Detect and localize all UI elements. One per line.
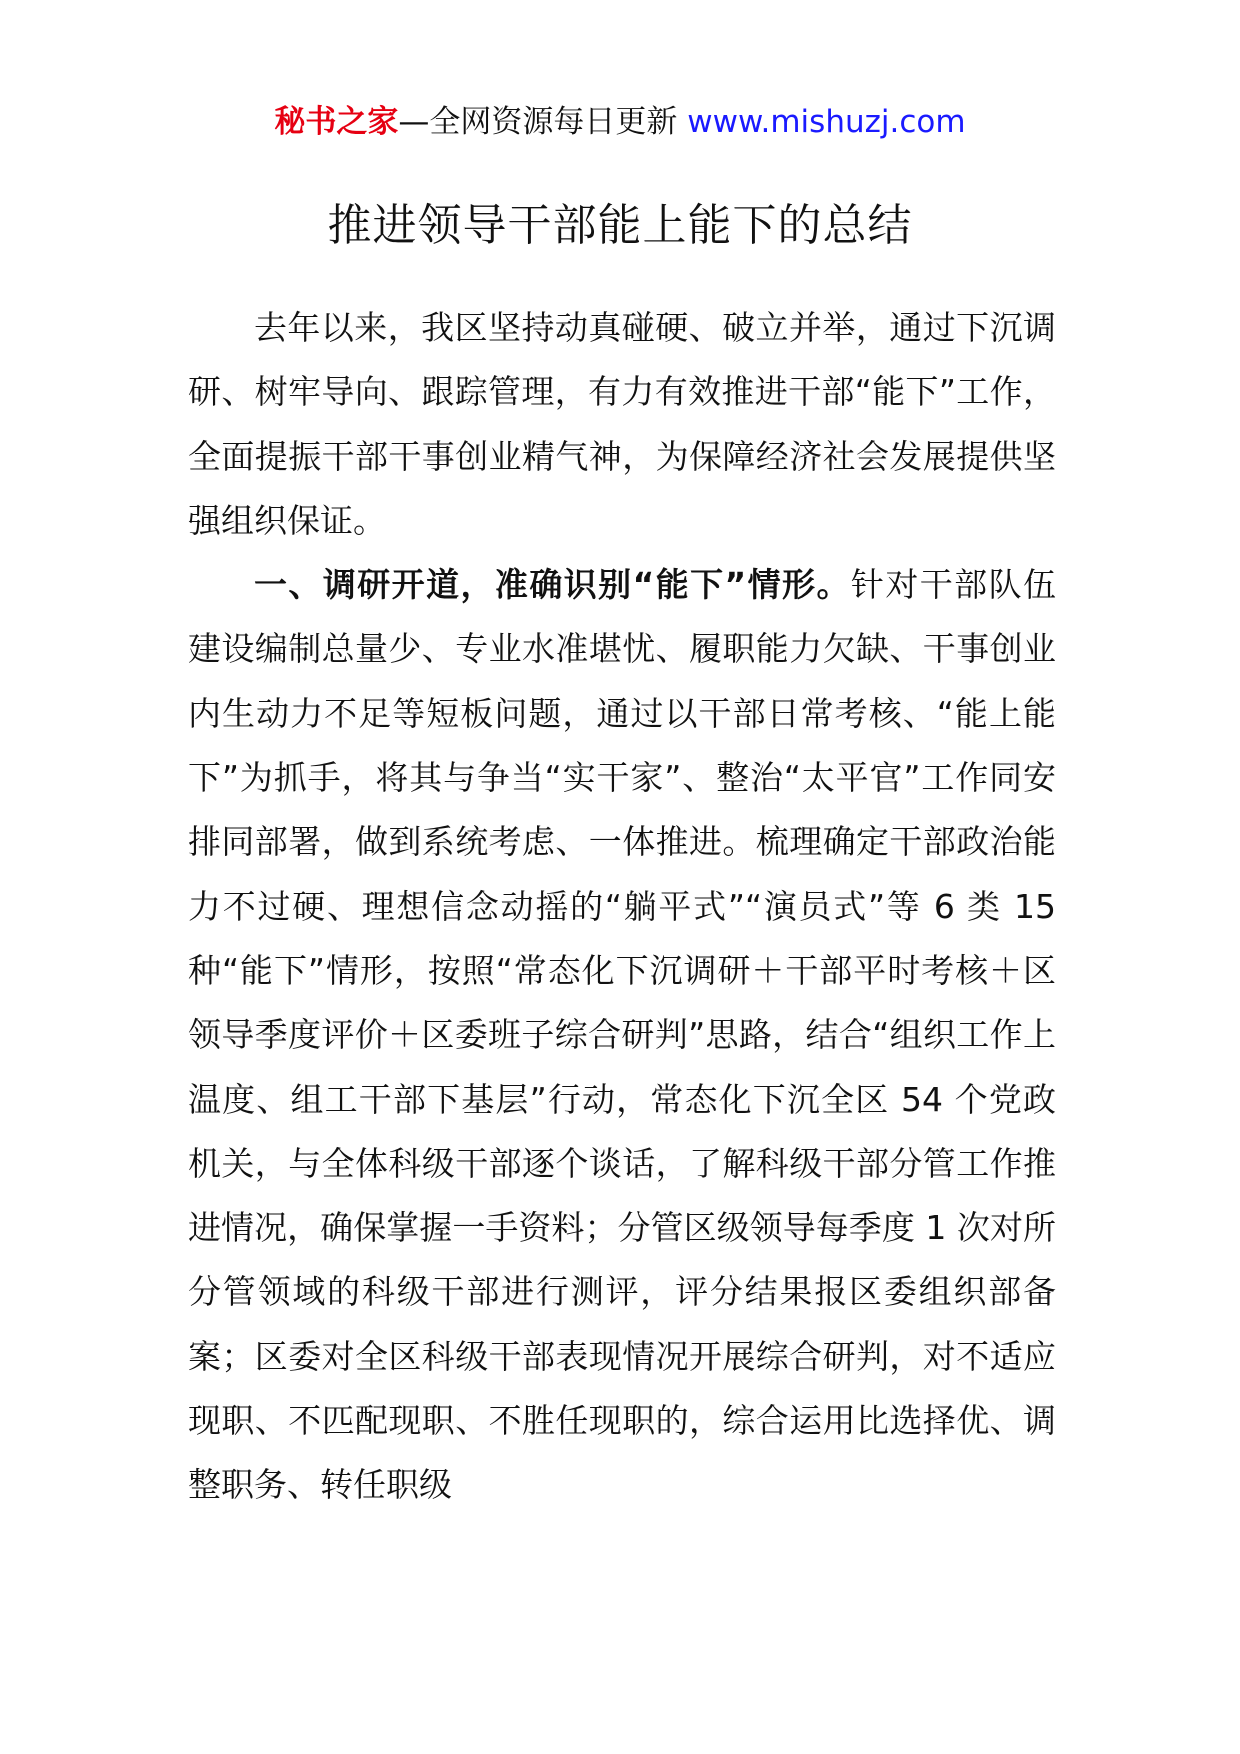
header-tagline: —全网资源每日更新 <box>398 104 688 140</box>
site-header-banner <box>0 100 1240 144</box>
section-1-paragraph <box>188 553 1056 1517</box>
site-url-link[interactable]: www.mishuzj.com <box>687 104 966 140</box>
section-1-heading: 一、调研开道，准确识别“能下”情形。 <box>254 565 851 605</box>
document-title: 推进领导干部能上能下的总结 <box>327 200 913 251</box>
document-body <box>188 296 1056 1518</box>
section-1-body: 针对干部队伍建设编制总量少、专业水准堪忧、履职能力欠缺、干事创业内生动力不足等短板问题，通过以干部日常考核、“能上能下”为抓手，将其与争当“实干家”、整治“太平官”工作同安排同部署，做到系统考虑、一体推进。梳理确定干部政治能力不过硬、理想信念动摇的“躺平式”“演员式”等 6 类 15 种“能下”情形，按照“常态化下沉调研＋干部平时考核＋区领导季度评价＋区委班子综合研判”思路，结合“组织工作上温度、组工干部下基层”行动，常态化下沉全区 54 个党政机关，与全体科级干部逐个谈话，了解科级干部分管工作推进情况，确保掌握一手资料；分管区级领导每季度 1 次对所分管领域的科级干部进行测评，评分结果报区委组织部备案；区委对全区科级干部表现情况开展综合研判，对不适应现职、不匹配现职、不胜任现职的，综合运用比选择优、调整职务、转任职级 <box>188 565 1056 1505</box>
brand-name: 秘书之家 <box>274 104 399 140</box>
intro-paragraph: 去年以来，我区坚持动真碰硬、破立并举，通过下沉调研、树牢导向、跟踪管理，有力有效推进干部“能下”工作，全面提振干部干事创业精气神，为保障经济社会发展提供坚强组织保证。 <box>188 308 1056 540</box>
